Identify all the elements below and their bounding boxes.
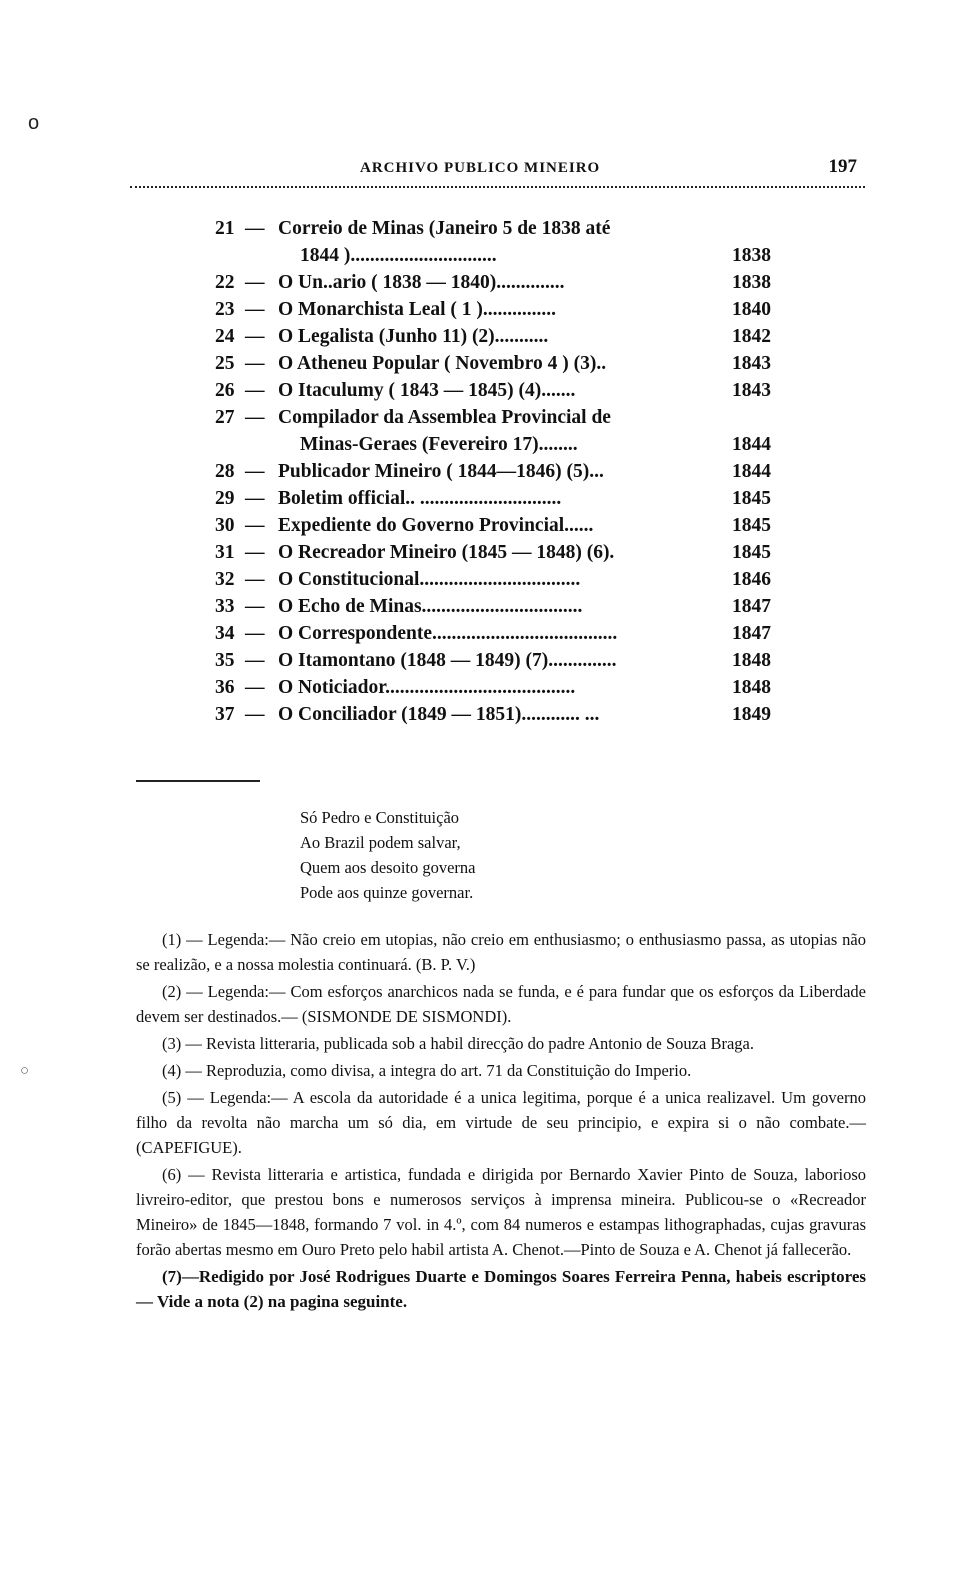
item-title: Correio de Minas (Janeiro 5 de 1838 até xyxy=(278,218,611,239)
item-title: Compilador da Assemblea Provincial de xyxy=(278,407,611,428)
list-item xyxy=(215,620,785,647)
list-item xyxy=(215,269,785,296)
list-item xyxy=(215,512,785,539)
list-item xyxy=(215,377,785,404)
item-dash: — xyxy=(245,353,265,374)
item-title: O Itamontano (1848 — 1849) (7).............. xyxy=(278,650,617,671)
item-year: 1843 xyxy=(732,353,771,374)
margin-mark-top: o xyxy=(28,112,40,134)
margin-mark-middle: ○ xyxy=(20,1062,30,1079)
list-item xyxy=(215,647,785,674)
footnotes xyxy=(136,927,866,1316)
item-title: O Noticiador....................................... xyxy=(278,677,576,698)
list-item xyxy=(215,404,785,458)
item-dash: — xyxy=(245,542,265,563)
item-title: O Monarchista Leal ( 1 )............... xyxy=(278,299,557,320)
item-year: 1847 xyxy=(732,623,771,644)
list-item xyxy=(215,566,785,593)
item-number: 28 xyxy=(215,461,235,482)
header-rule xyxy=(130,186,865,188)
item-year: 1848 xyxy=(732,650,771,671)
item-dash: — xyxy=(245,596,265,617)
item-number: 21 xyxy=(215,218,235,239)
item-dash: — xyxy=(245,623,265,644)
item-number: 26 xyxy=(215,380,235,401)
running-title: ARCHIVO PUBLICO MINEIRO xyxy=(360,160,601,176)
item-number: 32 xyxy=(215,569,235,590)
item-dash: — xyxy=(245,461,265,482)
item-year: 1838 xyxy=(732,245,771,266)
footnote: (2) — Legenda:— Com esforços anarchicos nada se funda, e é para fundar que os esforços da Liberdade devem ser destinados.— (SISMONDE DE SISMONDI). xyxy=(136,982,866,1026)
footnote: (5) — Legenda:— A escola da autoridade é a unica legitima, porque é a unica realizavel. Um governo filho da revolta não marcha um só dia, em virtude de seu principio, e expira si o não combate.— (CAPEFIGUE). xyxy=(136,1088,866,1157)
item-number: 25 xyxy=(215,353,235,374)
item-number: 33 xyxy=(215,596,235,617)
item-year: 1848 xyxy=(732,677,771,698)
page-number: 197 xyxy=(828,156,857,177)
item-dash: — xyxy=(245,650,265,671)
verse-line: Só Pedro e Constituição xyxy=(300,808,460,827)
item-dash: — xyxy=(245,326,265,347)
periodicals-list xyxy=(215,215,785,728)
item-number: 23 xyxy=(215,299,235,320)
item-dash: — xyxy=(245,272,265,293)
item-title-continued: 1844 ).............................. xyxy=(300,245,497,266)
item-year: 1846 xyxy=(732,569,771,590)
verse-line: Quem aos desoito governa xyxy=(300,858,476,877)
item-number: 24 xyxy=(215,326,235,347)
item-title: O Correspondente...................................... xyxy=(278,623,618,644)
list-item xyxy=(215,485,785,512)
item-title: O Conciliador (1849 — 1851)............ ... xyxy=(278,704,600,725)
item-year: 1838 xyxy=(732,272,771,293)
item-year: 1844 xyxy=(732,461,771,482)
item-year: 1844 xyxy=(732,434,771,455)
item-title: O Un..ario ( 1838 — 1840).............. xyxy=(278,272,565,293)
item-year: 1845 xyxy=(732,542,771,563)
item-dash: — xyxy=(245,380,265,401)
item-number: 30 xyxy=(215,515,235,536)
item-number: 36 xyxy=(215,677,235,698)
item-year: 1840 xyxy=(732,299,771,320)
verse-line: Pode aos quinze governar. xyxy=(300,883,474,902)
item-number: 34 xyxy=(215,623,235,644)
verse-block xyxy=(300,805,476,905)
item-dash: — xyxy=(245,677,265,698)
item-dash: — xyxy=(245,488,265,509)
item-year: 1845 xyxy=(732,515,771,536)
footnote: (6) — Revista litteraria e artistica, fundada e dirigida por Bernardo Xavier Pinto de Souza, laborioso livreiro-editor, que prestou bons e numerosos serviços à imprensa mineira. Publicou-se o «Recreador Mineiro» de 1845—1848, formando 7 vol. in 4.º, com 84 numeros e estampas lithographadas, cujas gravuras forão abertas mesmo em Ouro Preto pelo habil artista A. Chenot.—Pinto de Souza e A. Chenot já fallecerão. xyxy=(136,1165,866,1259)
item-year: 1842 xyxy=(732,326,771,347)
item-title: Publicador Mineiro ( 1844—1846) (5)... xyxy=(278,461,604,482)
item-title: Boletim official.. ............................. xyxy=(278,488,562,509)
item-number: 22 xyxy=(215,272,235,293)
item-dash: — xyxy=(245,299,265,320)
footnote: (3) — Revista litteraria, publicada sob a habil direcção do padre Antonio de Souza Braga. xyxy=(162,1034,754,1053)
item-title: O Atheneu Popular ( Novembro 4 ) (3).. xyxy=(278,353,607,374)
footnote: (7)—Redigido por José Rodrigues Duarte e Domingos Soares Ferreira Penna, habeis escriptores— Vide a nota (2) na pagina seguinte. xyxy=(136,1267,866,1311)
item-dash: — xyxy=(245,515,265,536)
item-title: O Recreador Mineiro (1845 — 1848) (6). xyxy=(278,542,615,563)
item-dash: — xyxy=(245,569,265,590)
list-item xyxy=(215,350,785,377)
item-number: 35 xyxy=(215,650,235,671)
item-number: 31 xyxy=(215,542,235,563)
item-year: 1847 xyxy=(732,596,771,617)
list-item xyxy=(215,674,785,701)
footnote: (4) — Reproduzia, como divisa, a integra do art. 71 da Constituição do Imperio. xyxy=(162,1061,692,1080)
item-dash: — xyxy=(245,407,265,428)
item-title-continued: Minas-Geraes (Fevereiro 17)........ xyxy=(300,434,578,455)
item-dash: — xyxy=(245,704,265,725)
item-title: Expediente do Governo Provincial...... xyxy=(278,515,594,536)
footnote: (1) — Legenda:— Não creio em utopias, não creio em enthusiasmo; o enthusiasmo passa, as utopias não se realizão, e a nossa molestia continuará. (B. P. V.) xyxy=(136,930,866,974)
list-item xyxy=(215,539,785,566)
item-title: O Legalista (Junho 11) (2)........... xyxy=(278,326,549,347)
item-dash: — xyxy=(245,218,265,239)
footnote-separator xyxy=(136,780,260,782)
item-title: O Itaculumy ( 1843 — 1845) (4)....... xyxy=(278,380,576,401)
list-item xyxy=(215,323,785,350)
item-year: 1845 xyxy=(732,488,771,509)
item-year: 1843 xyxy=(732,380,771,401)
item-year: 1849 xyxy=(732,704,771,725)
running-header xyxy=(130,156,865,180)
list-item xyxy=(215,458,785,485)
item-number: 27 xyxy=(215,407,235,428)
verse-line: Ao Brazil podem salvar, xyxy=(300,833,461,852)
list-item xyxy=(215,296,785,323)
list-item xyxy=(215,701,785,728)
item-number: 29 xyxy=(215,488,235,509)
item-number: 37 xyxy=(215,704,235,725)
item-title: O Echo de Minas................................. xyxy=(278,596,583,617)
item-title: O Constitucional................................. xyxy=(278,569,581,590)
list-item xyxy=(215,215,785,269)
list-item xyxy=(215,593,785,620)
